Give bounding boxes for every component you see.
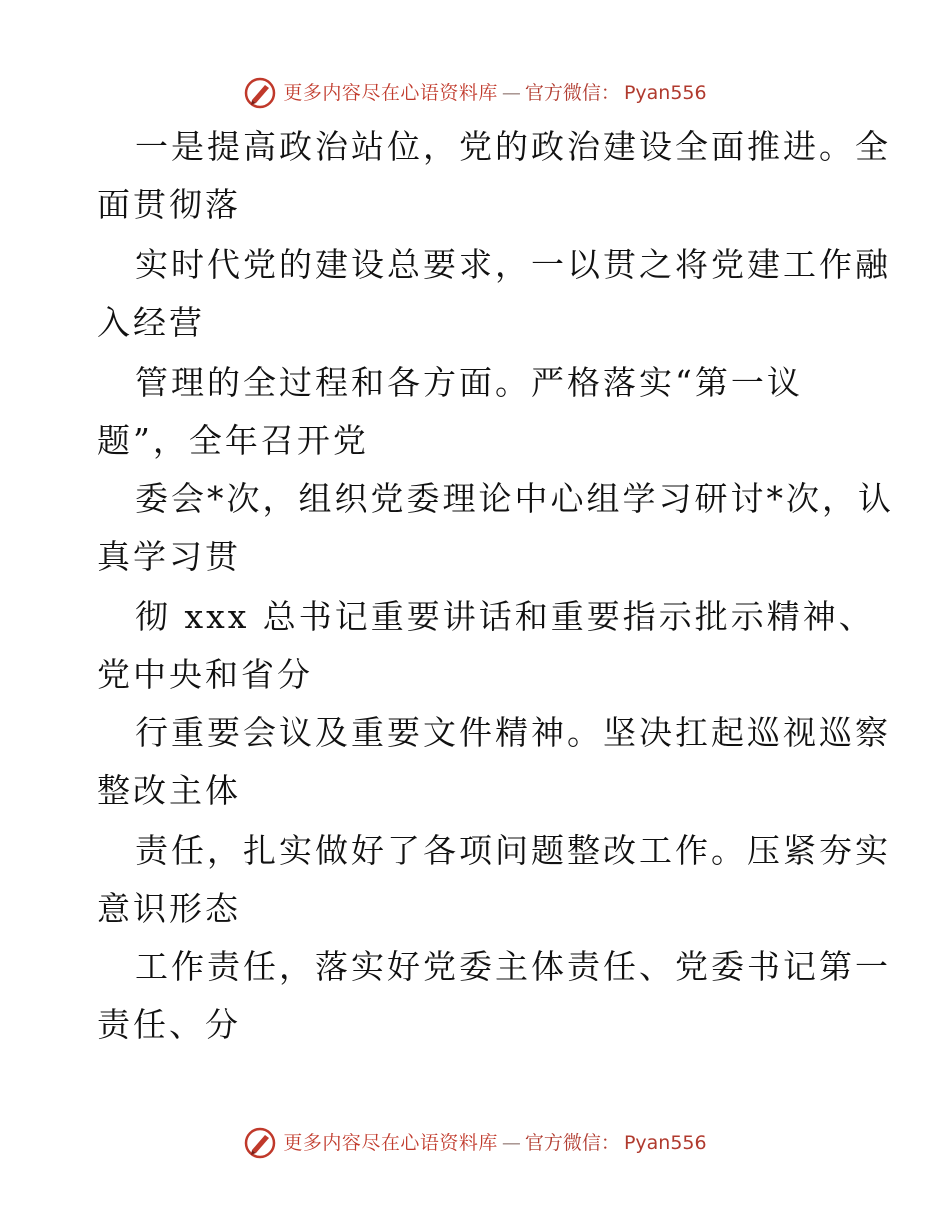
banner-dash: — bbox=[501, 82, 521, 104]
banner-wechat-account: Pyan556 bbox=[623, 82, 707, 104]
body-line: 党中央和省分 bbox=[97, 655, 313, 694]
body-line: 工作责任，落实好党委主体责任、党委书记第一 bbox=[135, 947, 891, 986]
banner-title: 更多内容尽在心语资料库 bbox=[283, 82, 498, 104]
pen-logo-icon bbox=[243, 1126, 277, 1160]
body-line: 委会*次，组织党委理论中心组学习研讨*次，认 bbox=[135, 479, 894, 518]
banner-wechat-account: Pyan556 bbox=[623, 1132, 707, 1154]
body-line: 真学习贯 bbox=[97, 537, 241, 576]
body-line: 入经营 bbox=[97, 303, 205, 342]
body-line: 管理的全过程和各方面。严格落实“第一议 bbox=[135, 363, 803, 402]
body-line: 责任，扎实做好了各项问题整改工作。压紧夯实 bbox=[135, 831, 891, 870]
body-line: 彻 xxx 总书记重要讲话和重要指示批示精神、 bbox=[135, 597, 875, 636]
banner-title: 更多内容尽在心语资料库 bbox=[283, 1132, 498, 1154]
body-line: 题”，全年召开党 bbox=[97, 421, 369, 460]
banner-dash: — bbox=[501, 1132, 521, 1154]
body-line: 一是提高政治站位，党的政治建设全面推进。全 bbox=[135, 127, 891, 166]
body-line: 行重要会议及重要文件精神。坚决扛起巡视巡察 bbox=[135, 713, 891, 752]
body-line: 责任、分 bbox=[97, 1005, 241, 1044]
footer-banner bbox=[0, 1126, 950, 1160]
banner-wechat-label: 官方微信： bbox=[524, 82, 620, 104]
banner-wechat-label: 官方微信： bbox=[524, 1132, 620, 1154]
body-line: 实时代党的建设总要求，一以贯之将党建工作融 bbox=[135, 245, 891, 284]
body-line: 意识形态 bbox=[97, 889, 241, 928]
body-line: 面贯彻落 bbox=[97, 185, 241, 224]
header-banner bbox=[0, 76, 950, 110]
pen-logo-icon bbox=[243, 76, 277, 110]
body-line: 整改主体 bbox=[97, 771, 241, 810]
